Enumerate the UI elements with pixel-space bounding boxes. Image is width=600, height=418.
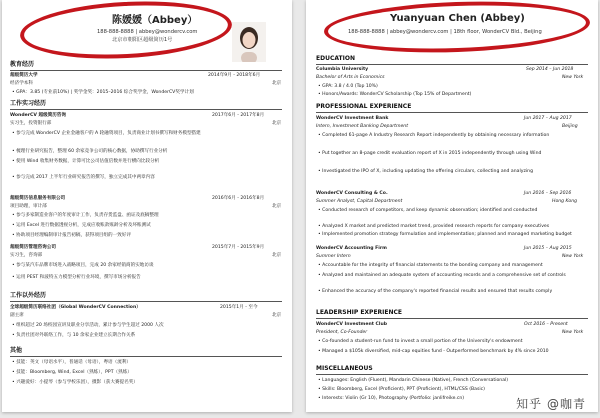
chinese-resume-page [2, 0, 292, 412]
divider [316, 112, 588, 113]
entry-date: 2017年6月 - 2017年8月 [212, 113, 265, 118]
bullet-item: • Languages: English (Fluent), Mandarin Chinese (Native), French (Conversational) [318, 378, 509, 383]
entry-date: Sep 2014 – Jun 2018 [526, 67, 574, 72]
bullet-item: • 技能：Bloomberg, Wind, Excel（熟练），PPT（熟练） [12, 370, 132, 375]
section-title-misc: MISCELLANEOUS [316, 365, 373, 372]
divider [316, 64, 588, 65]
bullet-item: • Analyzed and maintained an adequate system of accounting records and a comprehensive set of controls [318, 273, 566, 278]
bullet-item: • GPA: 3.8 / 4.0 (Top 10%) [318, 84, 378, 89]
bullet-item: • 运用 PEST 和波特五力模型分析行业环境，撰写市场分析报告 [12, 275, 141, 280]
bullet-item: • Conducted research of competitors, and keep dynamic observation; identified and conducted [318, 208, 538, 213]
bullet-item: • Accountable for the integrity of financial statements to the bonding company and management [318, 263, 543, 268]
entry-org: 超级简历大学 [10, 73, 38, 78]
entry-org: WonderCV Investment Bank [316, 116, 389, 121]
divider [316, 374, 588, 375]
divider [10, 70, 282, 71]
entry-date: 2015年7月 - 2015年9月 [212, 245, 265, 250]
bullet-item: • Co-founded a student-run fund to invest a small portion of the University's endowment [318, 339, 523, 344]
bullet-item: • 梳理行业研究报告，整理 60 余家竞争公司的核心数据，协助撰写行业分析 [12, 149, 168, 154]
bullet-item: • 运用 Excel 进行数据透视分析，完成应收账款账龄分析及坏账测试 [12, 223, 151, 228]
bullet-item: • Put together an 8-page credit evaluation report of X in 2015 independently through using Wind [318, 151, 542, 156]
section-title-leadership: LEADERSHIP EXPERIENCE [316, 309, 403, 316]
bullet-item: • Honors/Awards: WonderCV Scholarship (Top 15% of Department) [318, 92, 472, 97]
entry-org: Columbia University [316, 67, 369, 72]
section-title-other: 其他 [10, 347, 23, 354]
entry-org: WonderCV 超级简历咨询 [10, 113, 67, 118]
entry-org: WonderCV Accounting Firm [316, 246, 387, 251]
entry-role: 项目助理，审计部 [10, 204, 47, 209]
watermark-text: 知乎 @咖青 [516, 397, 586, 411]
entry-location: 北京 [272, 313, 282, 318]
section-title-activities: 工作以外经历 [10, 292, 47, 299]
entry-location: 北京 [272, 253, 282, 258]
bullet-item: • 使用 Wind 收集财务数据，计算可比公司估值倍数并进行横向比较分析 [12, 159, 160, 164]
entry-location: New York [562, 75, 584, 80]
bullet-item: • 协助项目经理编制审计报告初稿，获得项目组的一致好评 [12, 233, 132, 238]
entry-org: 全球超级简历联络社团（Global WonderCV Connection） [10, 305, 141, 310]
section-title-education: EDUCATION [316, 55, 355, 62]
section-title-professional: PROFESSIONAL EXPERIENCE [316, 103, 412, 110]
entry-location: 北京 [272, 204, 282, 209]
bullet-item: • 参与多家制造业客户的年度审计工作，负责存货监盘、函证及底稿整理 [12, 213, 159, 218]
bullet-item: • 负责社团对外联络工作，与 10 余家企业建立长期合作关系 [12, 333, 136, 338]
entry-org: WonderCV Investment Club [316, 322, 388, 327]
entry-role: Summer Intern [316, 254, 351, 259]
entry-org: WonderCV Consulting & Co. [316, 191, 388, 196]
resume-address: 北京市朝阳区超级简历1号 [112, 37, 173, 43]
resume-name: 陈媛媛（Abbey） [112, 15, 198, 26]
divider [316, 318, 588, 319]
resume-contact: 188-888-8888 | abbey@wondercv.com [97, 29, 198, 35]
entry-location: Hong Kong [552, 199, 578, 204]
bullet-item: • 兴趣爱好：小提琴（参与学校乐团），摄影（获大赛提名奖） [12, 380, 138, 385]
entry-role: President, Co-Founder [316, 330, 368, 335]
entry-org: 超级简历管理咨询公司 [10, 245, 56, 250]
bullet-item: • 技能：英文（母语水平），普通话（母语），粤语（流利） [12, 360, 132, 365]
entry-location: New York [562, 330, 584, 335]
entry-location: 北京 [272, 81, 282, 86]
bullet-item: • 参与完成 WonderCV 企业金融客户的 A 轮融资项目，负责商业计划书撰写和财务模型搭建 [12, 131, 201, 136]
entry-date: Jun 2017 – Aug 2017 [524, 116, 572, 121]
entry-org: 超级简历信息服务有限公司 [10, 196, 66, 201]
section-title-education: 教育经历 [10, 61, 35, 68]
resume-contact: 188-888-8888 | abbey@wondercv.com | 18th floor, WonderCV Bld., Beijing [348, 29, 542, 35]
entry-role: Intern, Investment Banking Department [316, 124, 408, 129]
entry-date: Jun 2016 – Sep 2016 [524, 191, 572, 196]
entry-role: Summer Analyst, Capital Department [316, 199, 403, 204]
entry-location: New York [562, 254, 584, 259]
divider [10, 109, 282, 110]
profile-photo [232, 22, 266, 62]
bullet-item: • Investigated the IPO of X, including updating the offering circulars, collecting and analyzing [318, 169, 533, 174]
entry-location: Beijing [562, 124, 578, 129]
bullet-item: • Skills: Bloomberg, Excel (Proficient), PPT (Proficient), HTML/CSS (Basic) [318, 387, 485, 392]
divider [10, 301, 282, 302]
bullet-item: • Enhanced the accuracy of the company's reported financial results and ensured that results comply [318, 289, 553, 294]
bullet-item: • 组织超过 20 场校园宣讲及职业分享活动，累计参与学生超过 2000 人次 [12, 323, 164, 328]
bullet-item: • Implemented promotion strategy formulation and implementation; planned and managed marketing budget [318, 232, 572, 237]
bullet-item: • Managed a $105k diversified, mid-cap equities fund - Outperformed benchmark by 4% since 2010 [318, 349, 549, 354]
entry-date: 2016年6月 - 2016年8月 [212, 196, 265, 201]
section-title-work: 工作实习经历 [10, 100, 47, 107]
entry-role: 经济学本科 [10, 81, 33, 86]
bullet-item: • GPA：3.85 (专业前10%) | 奖学金奖：2015–2016 综合奖学金，WonderCV奖学计划 [12, 90, 194, 95]
english-resume-page [306, 0, 598, 412]
entry-location: 北京 [272, 121, 282, 126]
entry-role: 副主席 [10, 313, 24, 318]
bullet-item: • Completed 61-page A Industry Research Report independently by obtaining necessary information [318, 133, 550, 138]
entry-date: Jun 2015 – Aug 2015 [524, 246, 572, 251]
portrait-icon [232, 22, 266, 62]
bullet-item: • 参与完成 2017 上半年行业研究报告的撰写，独立完成其中两章内容 [12, 175, 155, 180]
bullet-item: • 参与某汽车品牌市场进入战略项目，完成 20 余家经销商的实地访谈 [12, 263, 154, 268]
entry-role: 实习生，投资银行部 [10, 121, 52, 126]
entry-date: 2015年1月 - 至今 [220, 305, 258, 310]
bullet-item: • Interests: Violin (Gr 10), Photography (Portfolio: janlifreike.cn) [318, 396, 465, 401]
resume-name: Yuanyuan Chen (Abbey) [390, 13, 525, 24]
entry-date: 2014年9月 - 2018年6月 [208, 73, 261, 78]
divider [10, 356, 282, 357]
entry-role: Bachelor of Arts in Economics [316, 75, 385, 80]
bullet-item: • Analyzed X market and predicted market trend, provided research reports for company executives [318, 224, 550, 229]
entry-role: 实习生，咨询部 [10, 253, 43, 258]
entry-date: Oct 2016 – Present [524, 322, 568, 327]
